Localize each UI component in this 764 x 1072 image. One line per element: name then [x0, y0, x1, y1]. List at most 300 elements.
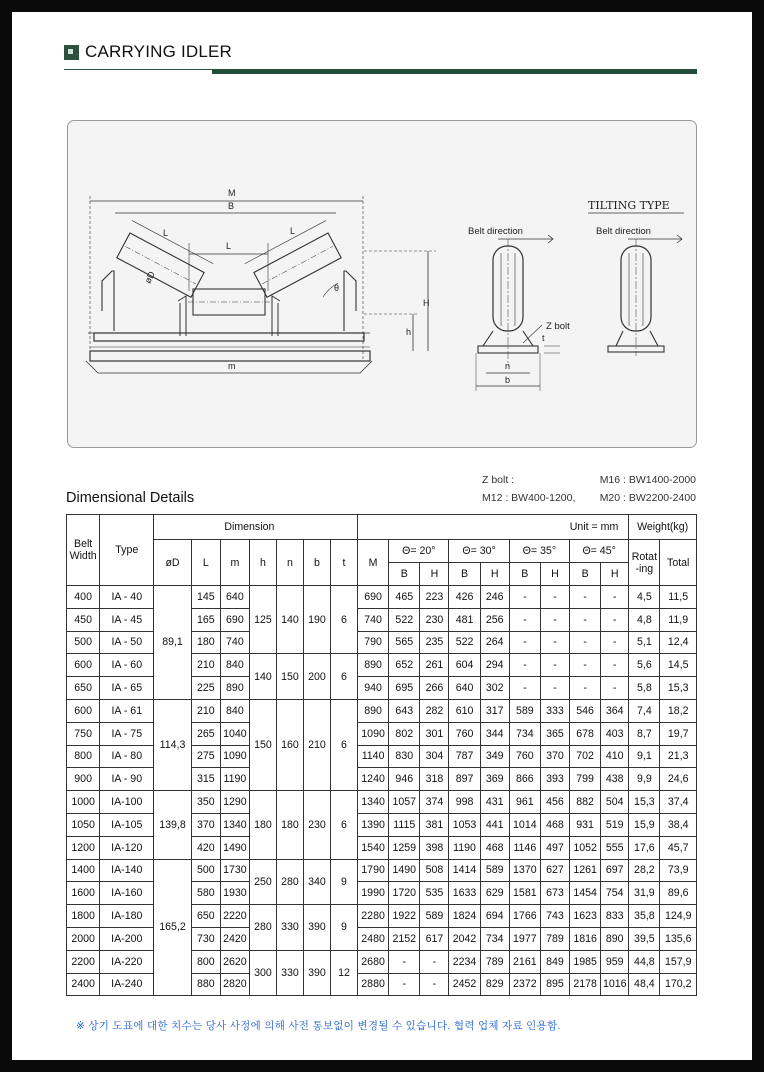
table-row [67, 791, 697, 814]
header-accent-bar [212, 69, 697, 74]
cell-m: 840 [220, 699, 249, 722]
label-t: t [542, 333, 545, 343]
cell-b30: 1190 [449, 836, 480, 859]
cell-M: 940 [357, 677, 388, 700]
cell-h45: 364 [601, 699, 629, 722]
cell-b: 190 [303, 586, 330, 654]
cell-b: 340 [303, 859, 330, 905]
cell-n: 180 [276, 791, 303, 859]
cell-belt-width: 1600 [67, 882, 100, 905]
table-row [67, 586, 697, 609]
cell-b: 200 [303, 654, 330, 700]
cell-n: 160 [276, 699, 303, 790]
header-H: H [420, 563, 449, 586]
cell-phiD: 165,2 [154, 859, 191, 996]
cell-b30: 522 [449, 631, 480, 654]
cell-b35: - [509, 608, 540, 631]
cell-b20: 830 [389, 745, 420, 768]
cell-L: 210 [191, 654, 220, 677]
cell-b35: - [509, 586, 540, 609]
cell-b35: - [509, 654, 540, 677]
cell-type: IA-100 [100, 791, 154, 814]
cell-M: 1090 [357, 722, 388, 745]
cell-b35: - [509, 631, 540, 654]
cell-b20: 465 [389, 586, 420, 609]
cell-b20: 1922 [389, 905, 420, 928]
cell-b35: 1977 [509, 927, 540, 950]
cell-type: IA - 50 [100, 631, 154, 654]
cell-belt-width: 2400 [67, 973, 100, 996]
cell-h20: - [420, 950, 449, 973]
cell-b35: 2161 [509, 950, 540, 973]
cell-M: 890 [357, 699, 388, 722]
cell-M: 2880 [357, 973, 388, 996]
cell-L: 730 [191, 927, 220, 950]
cell-b: 390 [303, 905, 330, 951]
cell-b30: 1824 [449, 905, 480, 928]
cell-L: 315 [191, 768, 220, 791]
cell-h30: 294 [480, 654, 509, 677]
cell-h45: 438 [601, 768, 629, 791]
cell-h45: - [601, 631, 629, 654]
cell-h45: 410 [601, 745, 629, 768]
cell-L: 650 [191, 905, 220, 928]
cell-rot: 9,9 [629, 768, 660, 791]
cell-L: 880 [191, 973, 220, 996]
cell-L: 275 [191, 745, 220, 768]
cell-tot: 124,9 [660, 905, 697, 928]
cell-h45: 519 [601, 813, 629, 836]
cell-M: 1390 [357, 813, 388, 836]
cell-h20: 223 [420, 586, 449, 609]
header-b: b [303, 540, 330, 586]
cell-h35: 456 [540, 791, 569, 814]
cell-M: 2280 [357, 905, 388, 928]
cell-type: IA - 60 [100, 654, 154, 677]
cell-b35: 734 [509, 722, 540, 745]
cell-type: IA-140 [100, 859, 154, 882]
header-unit: Unit = mm [357, 515, 628, 540]
cell-h35: 333 [540, 699, 569, 722]
cell-b30: 1633 [449, 882, 480, 905]
cell-b20: 1259 [389, 836, 420, 859]
cell-rot: 5,8 [629, 677, 660, 700]
cell-rot: 4,8 [629, 608, 660, 631]
cell-m: 890 [220, 677, 249, 700]
header-theta45: Θ= 45° [570, 540, 629, 563]
cell-b35: 2372 [509, 973, 540, 996]
cell-type: IA - 61 [100, 699, 154, 722]
cell-L: 350 [191, 791, 220, 814]
cell-h30: 256 [480, 608, 509, 631]
cell-rot: 4,5 [629, 586, 660, 609]
cell-h20: 282 [420, 699, 449, 722]
header-square-icon [64, 45, 79, 60]
cell-type: IA - 65 [100, 677, 154, 700]
cell-b20: 2152 [389, 927, 420, 950]
cell-n: 140 [276, 586, 303, 654]
cell-b45: - [570, 608, 601, 631]
cell-n: 280 [276, 859, 303, 905]
cell-b20: 565 [389, 631, 420, 654]
cell-tot: 73,9 [660, 859, 697, 882]
header-B: B [449, 563, 480, 586]
cell-t: 6 [330, 791, 357, 859]
cell-b30: 610 [449, 699, 480, 722]
cell-h35: - [540, 586, 569, 609]
cell-belt-width: 450 [67, 608, 100, 631]
header-phiD: øD [154, 540, 191, 586]
cell-h20: 617 [420, 927, 449, 950]
cell-type: IA-105 [100, 813, 154, 836]
header-total: Total [660, 540, 697, 586]
table-row [67, 699, 697, 722]
cell-b30: 2234 [449, 950, 480, 973]
cell-h35: 789 [540, 927, 569, 950]
cell-tot: 14,5 [660, 654, 697, 677]
cell-b20: 1057 [389, 791, 420, 814]
cell-h20: 318 [420, 768, 449, 791]
cell-h35: 365 [540, 722, 569, 745]
cell-m: 640 [220, 586, 249, 609]
cell-b35: 1014 [509, 813, 540, 836]
cell-b30: 787 [449, 745, 480, 768]
cell-t: 6 [330, 699, 357, 790]
cell-b20: 643 [389, 699, 420, 722]
cell-b45: - [570, 631, 601, 654]
cell-b45: 1454 [570, 882, 601, 905]
label-H: H [423, 298, 430, 308]
cell-tot: 15,3 [660, 677, 697, 700]
cell-h30: 369 [480, 768, 509, 791]
cell-type: IA-180 [100, 905, 154, 928]
cell-h45: 1016 [601, 973, 629, 996]
cell-type: IA-160 [100, 882, 154, 905]
cell-b45: 1261 [570, 859, 601, 882]
cell-M: 2680 [357, 950, 388, 973]
cell-b20: - [389, 950, 420, 973]
cell-h30: 344 [480, 722, 509, 745]
cell-belt-width: 2200 [67, 950, 100, 973]
cell-h35: 497 [540, 836, 569, 859]
z-bolt-m12: M12 : BW400-1200, [482, 492, 576, 504]
header [64, 42, 232, 62]
cell-h35: 468 [540, 813, 569, 836]
cell-M: 2480 [357, 927, 388, 950]
cell-h45: 833 [601, 905, 629, 928]
cell-b20: - [389, 973, 420, 996]
cell-type: IA-120 [100, 836, 154, 859]
cell-L: 165 [191, 608, 220, 631]
cell-h30: 694 [480, 905, 509, 928]
cell-L: 265 [191, 722, 220, 745]
cell-belt-width: 600 [67, 654, 100, 677]
cell-h20: 398 [420, 836, 449, 859]
cell-h20: 230 [420, 608, 449, 631]
cell-M: 1240 [357, 768, 388, 791]
header-type: Type [100, 515, 154, 586]
cell-M: 1540 [357, 836, 388, 859]
cell-phiD: 89,1 [154, 586, 191, 700]
catalog-page [12, 12, 752, 1060]
cell-tot: 11,9 [660, 608, 697, 631]
cell-phiD: 139,8 [154, 791, 191, 859]
cell-m: 2820 [220, 973, 249, 996]
cell-h20: 304 [420, 745, 449, 768]
cell-rot: 8,7 [629, 722, 660, 745]
cell-m: 840 [220, 654, 249, 677]
cell-h35: - [540, 654, 569, 677]
cell-h45: - [601, 586, 629, 609]
cell-rot: 9,1 [629, 745, 660, 768]
cell-rot: 28,2 [629, 859, 660, 882]
cell-h35: - [540, 677, 569, 700]
cell-tot: 170,2 [660, 973, 697, 996]
cell-L: 420 [191, 836, 220, 859]
cell-M: 740 [357, 608, 388, 631]
cell-h30: 302 [480, 677, 509, 700]
cell-tot: 24,6 [660, 768, 697, 791]
cell-b45: - [570, 586, 601, 609]
cell-h30: 829 [480, 973, 509, 996]
cell-h: 280 [249, 905, 276, 951]
cell-h30: 246 [480, 586, 509, 609]
label-z-bolt: Z bolt [546, 321, 570, 332]
cell-belt-width: 1800 [67, 905, 100, 928]
cell-belt-width: 1400 [67, 859, 100, 882]
cell-b20: 1490 [389, 859, 420, 882]
cell-M: 890 [357, 654, 388, 677]
cell-h45: 697 [601, 859, 629, 882]
cell-b35: 589 [509, 699, 540, 722]
label-L-right: L [290, 226, 296, 236]
cell-b30: 2042 [449, 927, 480, 950]
cell-b30: 1414 [449, 859, 480, 882]
cell-rot: 35,8 [629, 905, 660, 928]
cell-rot: 44,8 [629, 950, 660, 973]
cell-b35: 1370 [509, 859, 540, 882]
cell-h20: 301 [420, 722, 449, 745]
cell-h: 300 [249, 950, 276, 996]
cell-belt-width: 1000 [67, 791, 100, 814]
cell-h30: 349 [480, 745, 509, 768]
cell-b: 210 [303, 699, 330, 790]
label-belt-direction-2: Belt direction [596, 226, 651, 237]
cell-b35: 1146 [509, 836, 540, 859]
header-theta35: Θ= 35° [509, 540, 569, 563]
label-n: n [505, 361, 511, 371]
cell-L: 580 [191, 882, 220, 905]
cell-t: 9 [330, 859, 357, 905]
cell-n: 330 [276, 905, 303, 951]
cell-tot: 157,9 [660, 950, 697, 973]
cell-m: 1490 [220, 836, 249, 859]
cell-belt-width: 750 [67, 722, 100, 745]
label-belt-direction-1: Belt direction [468, 226, 523, 237]
cell-h35: - [540, 608, 569, 631]
cell-h35: 743 [540, 905, 569, 928]
cell-tot: 89,6 [660, 882, 697, 905]
cell-rot: 48,4 [629, 973, 660, 996]
cell-type: IA - 45 [100, 608, 154, 631]
label-m: m [228, 361, 236, 371]
cell-h30: 317 [480, 699, 509, 722]
cell-h: 250 [249, 859, 276, 905]
cell-L: 210 [191, 699, 220, 722]
cell-b45: 1052 [570, 836, 601, 859]
label-theta: θ [334, 283, 340, 293]
cell-L: 800 [191, 950, 220, 973]
cell-h: 125 [249, 586, 276, 654]
header-L: L [191, 540, 220, 586]
cell-b45: 1816 [570, 927, 601, 950]
label-L-left: L [163, 228, 169, 238]
cell-h20: 374 [420, 791, 449, 814]
cell-tot: 38,4 [660, 813, 697, 836]
cell-b20: 1720 [389, 882, 420, 905]
cell-b45: 1985 [570, 950, 601, 973]
cell-type: IA - 90 [100, 768, 154, 791]
technical-drawing [67, 120, 697, 448]
cell-h45: 959 [601, 950, 629, 973]
cell-tot: 19,7 [660, 722, 697, 745]
table-row [67, 859, 697, 882]
cell-m: 2420 [220, 927, 249, 950]
dimension-table [66, 514, 697, 996]
cell-type: IA-220 [100, 950, 154, 973]
label-tilting-type: TILTING TYPE [588, 199, 670, 212]
cell-b20: 522 [389, 608, 420, 631]
header-M: M [357, 540, 388, 586]
cell-b45: - [570, 654, 601, 677]
cell-t: 12 [330, 950, 357, 996]
header-H: H [540, 563, 569, 586]
cell-rot: 15,3 [629, 791, 660, 814]
cell-belt-width: 500 [67, 631, 100, 654]
idler-drawing-svg [68, 121, 696, 447]
cell-L: 180 [191, 631, 220, 654]
cell-L: 225 [191, 677, 220, 700]
label-b: b [505, 375, 511, 385]
cell-type: IA - 80 [100, 745, 154, 768]
cell-type: IA - 75 [100, 722, 154, 745]
cell-M: 690 [357, 586, 388, 609]
cell-h20: 589 [420, 905, 449, 928]
cell-h20: - [420, 973, 449, 996]
cell-h20: 235 [420, 631, 449, 654]
cell-b45: 799 [570, 768, 601, 791]
cell-h35: 393 [540, 768, 569, 791]
cell-b30: 760 [449, 722, 480, 745]
cell-tot: 21,3 [660, 745, 697, 768]
z-bolt-m16: M16 : BW1400-2000 [599, 474, 696, 486]
header-h: h [249, 540, 276, 586]
cell-m: 690 [220, 608, 249, 631]
cell-m: 1290 [220, 791, 249, 814]
cell-b20: 652 [389, 654, 420, 677]
cell-h45: 890 [601, 927, 629, 950]
cell-h35: 895 [540, 973, 569, 996]
cell-h30: 789 [480, 950, 509, 973]
cell-M: 790 [357, 631, 388, 654]
cell-h45: 504 [601, 791, 629, 814]
cell-t: 9 [330, 905, 357, 951]
cell-belt-width: 650 [67, 677, 100, 700]
footnote: ※ 상기 도표에 대한 치수는 당사 사정에 의해 사전 통보없이 변경될 수 있습니다. 협력 업체 자료 인용함. [76, 1020, 561, 1032]
cell-rot: 5,1 [629, 631, 660, 654]
cell-b30: 897 [449, 768, 480, 791]
cell-m: 2620 [220, 950, 249, 973]
cell-t: 6 [330, 654, 357, 700]
cell-h45: 754 [601, 882, 629, 905]
cell-b20: 695 [389, 677, 420, 700]
cell-h35: 849 [540, 950, 569, 973]
cell-belt-width: 800 [67, 745, 100, 768]
cell-tot: 11,5 [660, 586, 697, 609]
cell-h20: 266 [420, 677, 449, 700]
cell-h45: 403 [601, 722, 629, 745]
cell-b: 230 [303, 791, 330, 859]
cell-rot: 31,9 [629, 882, 660, 905]
cell-belt-width: 1200 [67, 836, 100, 859]
cell-h30: 264 [480, 631, 509, 654]
cell-b30: 426 [449, 586, 480, 609]
cell-m: 1930 [220, 882, 249, 905]
z-bolt-m20: M20 : BW2200-2400 [599, 492, 696, 504]
cell-m: 2220 [220, 905, 249, 928]
cell-belt-width: 400 [67, 586, 100, 609]
cell-belt-width: 1050 [67, 813, 100, 836]
cell-h35: 673 [540, 882, 569, 905]
cell-m: 1090 [220, 745, 249, 768]
cell-b45: 2178 [570, 973, 601, 996]
header-belt-width: Belt Width [67, 515, 100, 586]
page-title: CARRYING IDLER [85, 42, 233, 61]
cell-h20: 508 [420, 859, 449, 882]
header-B: B [389, 563, 420, 586]
cell-h35: 627 [540, 859, 569, 882]
header-t: t [330, 540, 357, 586]
cell-h35: - [540, 631, 569, 654]
cell-t: 6 [330, 586, 357, 654]
label-L-top: L [226, 241, 232, 251]
cell-h: 140 [249, 654, 276, 700]
cell-b35: 961 [509, 791, 540, 814]
z-bolt-label: Z bolt : [482, 474, 515, 486]
section-title: Dimensional Details [66, 490, 195, 506]
header-theta30: Θ= 30° [449, 540, 509, 563]
cell-b30: 640 [449, 677, 480, 700]
cell-h: 150 [249, 699, 276, 790]
header-m: m [220, 540, 249, 586]
cell-b45: 1623 [570, 905, 601, 928]
cell-b30: 604 [449, 654, 480, 677]
header-dimension: Dimension [154, 515, 358, 540]
cell-m: 740 [220, 631, 249, 654]
cell-h45: - [601, 608, 629, 631]
cell-tot: 135,6 [660, 927, 697, 950]
header-rotating: Rotat -ing [629, 540, 660, 586]
cell-b35: 1581 [509, 882, 540, 905]
cell-b30: 2452 [449, 973, 480, 996]
cell-h45: - [601, 677, 629, 700]
cell-h30: 441 [480, 813, 509, 836]
cell-tot: 18,2 [660, 699, 697, 722]
cell-rot: 7,4 [629, 699, 660, 722]
cell-b35: - [509, 677, 540, 700]
cell-b45: 546 [570, 699, 601, 722]
label-h: h [406, 327, 412, 337]
